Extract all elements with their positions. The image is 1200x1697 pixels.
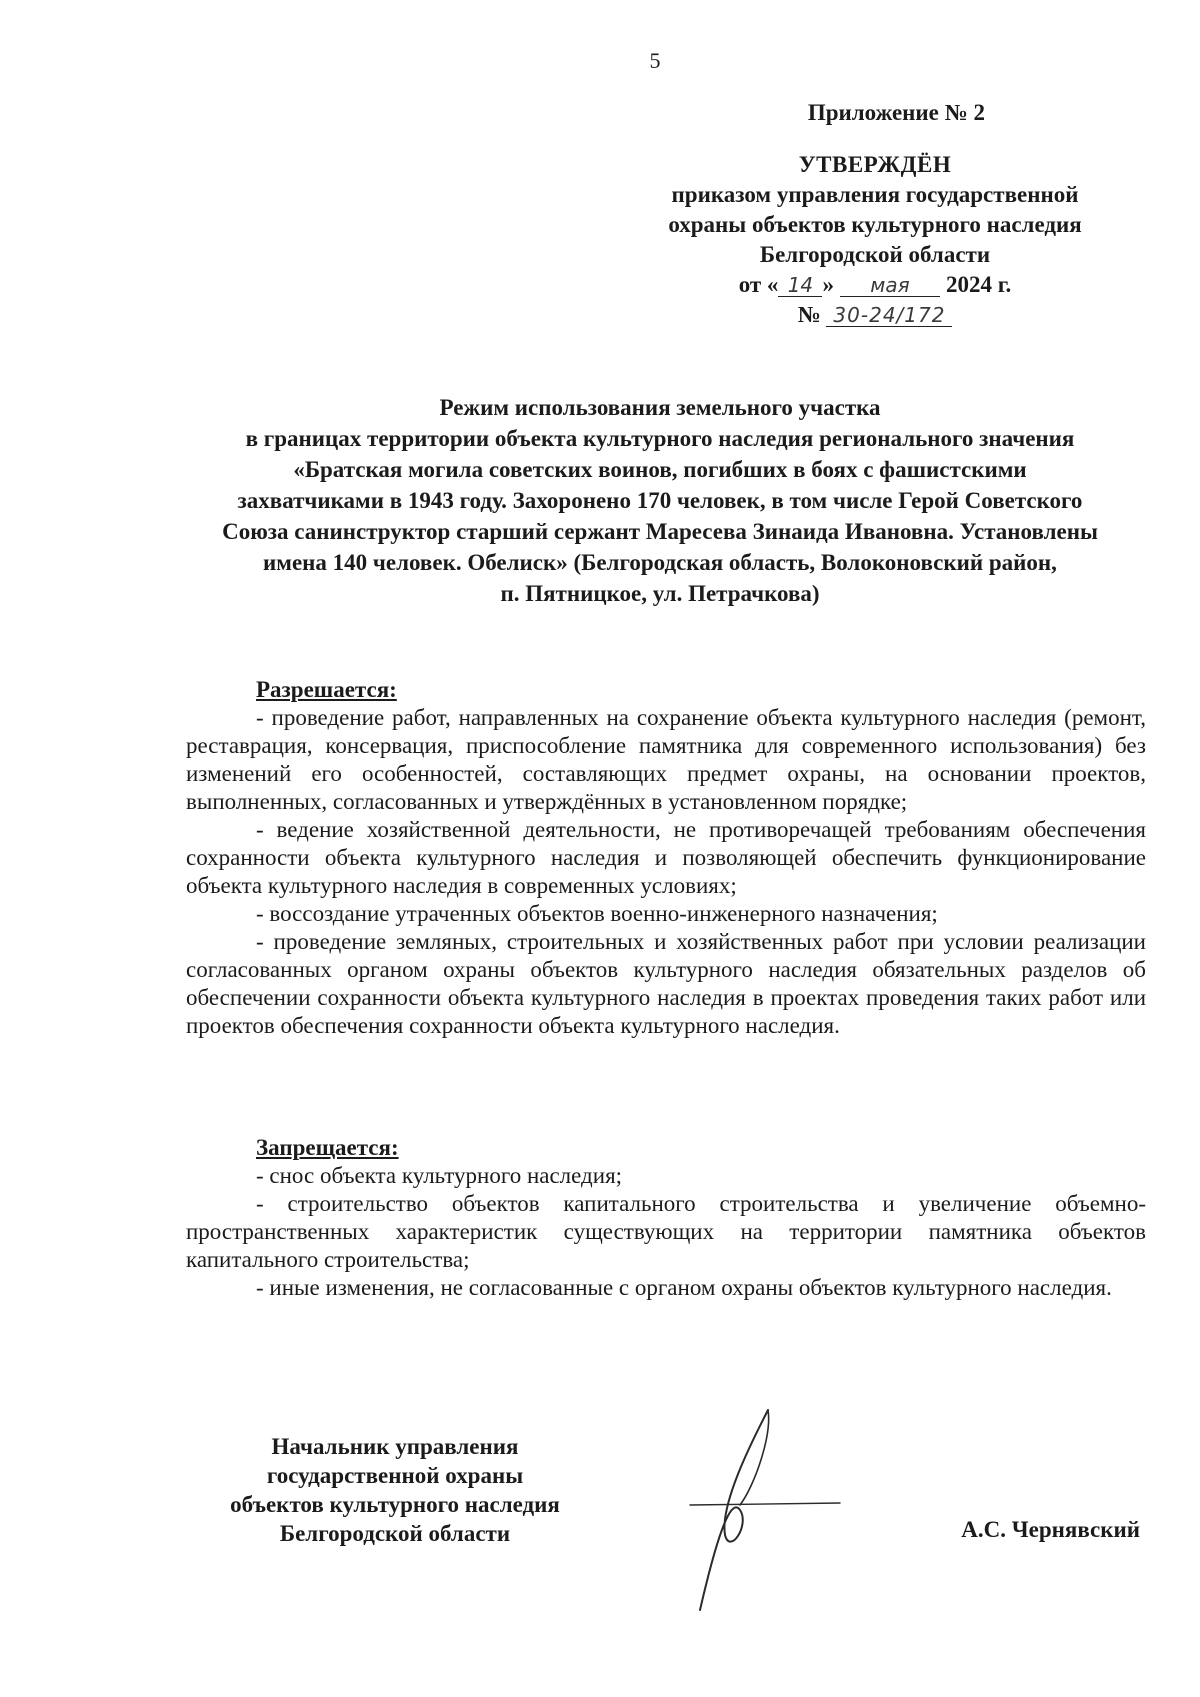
- title-line: Союза санинструктор старший сержант Маресева Зинаида Ивановна. Установлены: [222, 519, 1098, 544]
- approval-line: приказом управления государственной: [671, 182, 1079, 207]
- approval-date: [640, 270, 1110, 300]
- title-line: имена 140 человек. Обелиск» (Белгородская область, Волоконовский район,: [263, 550, 1057, 575]
- order-number-handwritten: 30-24/172: [826, 304, 952, 327]
- allowed-item: - воссоздание утраченных объектов военно-инженерного назначения;: [256, 901, 938, 926]
- forbidden-item: - иные изменения, не согласованные с органом охраны объектов культурного наследия.: [256, 1275, 1112, 1300]
- handwritten-signature-icon: [680, 1405, 920, 1615]
- approval-stamp: [640, 98, 1110, 330]
- signer-name: А.С. Чернявский: [961, 1517, 1140, 1542]
- forbidden-item: - снос объекта культурного наследия;: [256, 1163, 623, 1188]
- forbidden-item: - строительство объектов капитального строительства и увеличение объемно-пространственных характеристик существующих на территории памятника объектов капитального строительства;: [186, 1191, 1146, 1272]
- appendix-label: Приложение № 2: [807, 100, 985, 125]
- title-line: в границах территории объекта культурного наследия регионального значения: [245, 426, 1075, 451]
- number-prefix: №: [797, 302, 821, 327]
- date-day-handwritten: 14: [778, 274, 822, 297]
- forbidden-heading: Запрещается:: [256, 1135, 399, 1160]
- signatory-position: [200, 1432, 590, 1548]
- allowed-item: - проведение работ, направленных на сохранение объекта культурного наследия (ремонт, реставрация, консервация, приспособление памятника для современного использования) без изменений его особенностей, составляющих предмет охраны, на основании проектов, выполненных, согласованных и утверждённых в установленном порядке;: [186, 705, 1146, 814]
- position-line: объектов культурного наследия: [230, 1492, 560, 1517]
- title-line: п. Пятницкое, ул. Петрачкова): [500, 581, 820, 606]
- date-prefix: от «: [738, 272, 779, 297]
- title-line: Режим использования земельного участка: [439, 395, 881, 420]
- document-title: [170, 392, 1150, 609]
- allowed-heading: Разрешается:: [256, 677, 397, 702]
- allowed-item: - ведение хозяйственной деятельности, не противоречащей требованиям обеспечения сохранности объекта культурного наследия и позволяющей обеспечить функционирование объекта культурного наследия в современных условиях;: [186, 817, 1146, 898]
- position-line: Белгородской области: [279, 1521, 511, 1546]
- page-number: 5: [649, 48, 661, 73]
- approval-line: Белгородской области: [759, 242, 991, 267]
- allowed-item: - проведение земляных, строительных и хозяйственных работ при условии реализации согласованных органом охраны объектов культурного наследия обязательных разделов об обеспечении сохранности объекта культурного наследия в проектах проведения таких работ или проектов обеспечения сохранности объекта культурного наследия.: [186, 929, 1146, 1038]
- approved-label: УТВЕРЖДЁН: [798, 152, 952, 177]
- approval-number: [640, 300, 1110, 330]
- allowed-section: [186, 676, 1146, 1040]
- title-line: захватчиками в 1943 году. Захоронено 170 человек, в том числе Герой Советского: [237, 488, 1083, 513]
- date-month-handwritten: мая: [840, 274, 940, 297]
- date-year: 2024 г.: [945, 272, 1012, 297]
- approval-line: охраны объектов культурного наследия: [668, 212, 1082, 237]
- position-line: государственной охраны: [266, 1463, 524, 1488]
- position-line: Начальник управления: [271, 1434, 519, 1459]
- title-line: «Братская могила советских воинов, погибших в боях с фашистскими: [293, 457, 1027, 482]
- date-mid: »: [822, 272, 834, 297]
- forbidden-section: [186, 1134, 1146, 1302]
